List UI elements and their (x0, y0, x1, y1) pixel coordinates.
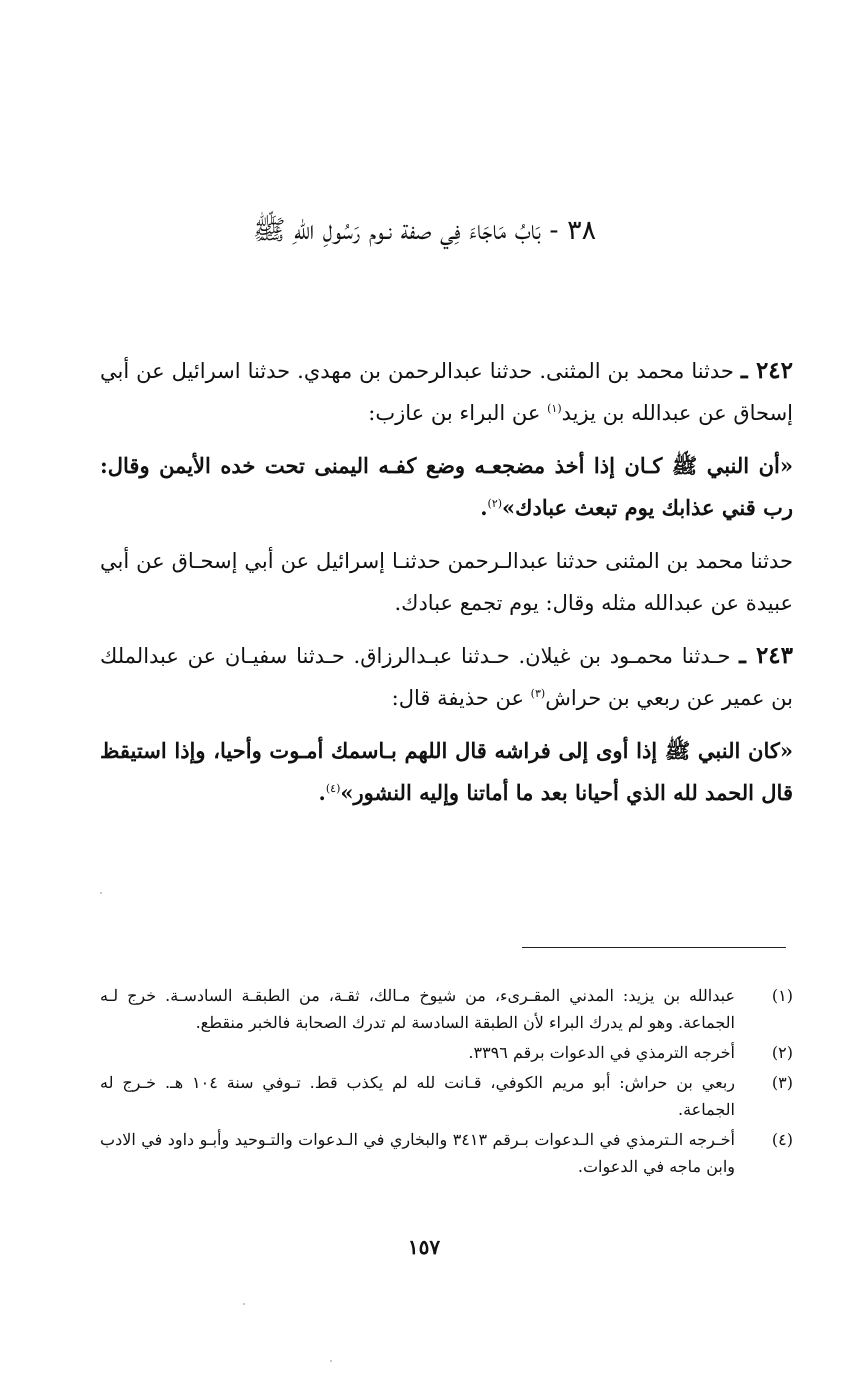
footnote-marker: (٣) (530, 687, 546, 700)
hadith-number: ٢٤٣ ـ (739, 642, 793, 669)
paragraph-hadith-242-text (100, 445, 793, 529)
page-number: ١٥٧ (407, 1235, 441, 1259)
paragraph-text-after: . (318, 780, 326, 805)
footnote-4 (100, 1126, 793, 1180)
footnote-marker: (١) (547, 402, 562, 415)
footnote-number: (٤) (771, 1130, 793, 1149)
hadith-number: ٢٤٢ ـ (740, 357, 794, 384)
scan-speck (100, 892, 102, 894)
footnote-3 (100, 1069, 793, 1123)
paragraph-text-after: . (480, 495, 488, 520)
footnote-text: أخرجه الترمذي في الدعوات برقم ٣٣٩٦. (468, 1043, 735, 1062)
footnotes (100, 982, 793, 1183)
scan-speck (243, 1303, 245, 1305)
chapter-title: ٣٨ - بَابُ مَاجَاءَ فِي صفة نـوم رَسُولِ اللّهِ ﷺ (252, 215, 597, 246)
footnote-marker: (٤) (325, 782, 341, 795)
paragraph-text: حدثنا محمد بن المثنى حدثنا عبدالـرحمن حدثنـا إسرائيل عن أبي إسحـاق عن أبي عبيدة عن عبدالله مثله وقال: يوم تجمع عبادك. (100, 549, 793, 615)
paragraph-text: «أن النبي ﷺ كـان إذا أخذ مضجعـه وضع كفـه اليمنى تحت خده الأيمن وقال: رب قني عذابك يوم تبعث عبادك» (100, 453, 793, 520)
main-text (100, 350, 793, 825)
scan-speck (330, 1360, 332, 1362)
footnote-text: أخـرجه الـترمذي في الـدعوات بـرقم ٣٤١٣ والبخاري في الـدعوات والتـوحيد وأبـو داود في الادب وابن ماجه في الدعوات. (100, 1130, 735, 1176)
footnote-2 (100, 1039, 793, 1066)
footnote-separator (522, 947, 786, 948)
paragraph-alternate-chain (100, 540, 793, 624)
paragraph-text: حدثنا محمد بن المثنى. حدثنا عبدالرحمن بن مهدي. حدثنا اسرائيل عن أبي إسحاق عن عبدالله بن يزيد (100, 359, 793, 425)
footnote-1 (100, 982, 793, 1036)
footnote-number: (١) (771, 986, 793, 1005)
footnote-number: (٣) (771, 1073, 793, 1092)
paragraph-hadith-242 (100, 350, 793, 434)
footnote-marker: (٢) (487, 497, 503, 510)
footnote-number: (٢) (771, 1043, 793, 1062)
paragraph-hadith-243 (100, 635, 793, 719)
footnote-text: ربعي بن حراش: أبو مريم الكوفي، قـانت لله لم يكذب قط. تـوفي سنة ١٠٤ هـ. خـرج له الجماعة. (100, 1073, 736, 1119)
paragraph-text: «كان النبي ﷺ إذا أوى إلى فراشه قال اللهم بـاسمك أمـوت وأحيا، وإذا استيقظ قال الحمد لله الذي أحيانا بعد ما أماتنا وإليه النشور» (100, 738, 793, 805)
footnote-text: عبدالله بن يزيد: المدني المقـرىء، من شيوخ مـالك، ثقـة، من الطبقـة السادسـة. خرج لـه الجماعة. وهو لم يدرك البراء لأن الطبقة السادسة لم تدرك الصحابة فالخبر منقطع. (100, 986, 735, 1032)
paragraph-text-after: عن حذيفة قال: (391, 686, 531, 710)
paragraph-text-after: عن البراء بن عازب: (368, 401, 548, 425)
paragraph-hadith-243-text (100, 730, 793, 814)
paragraph-text: حـدثنا محمـود بن غيلان. حـدثنا عبـدالرزاق. حـدثنا سفيـان عن عبدالملك بن عمير عن ربعي بن حراش (100, 644, 793, 710)
